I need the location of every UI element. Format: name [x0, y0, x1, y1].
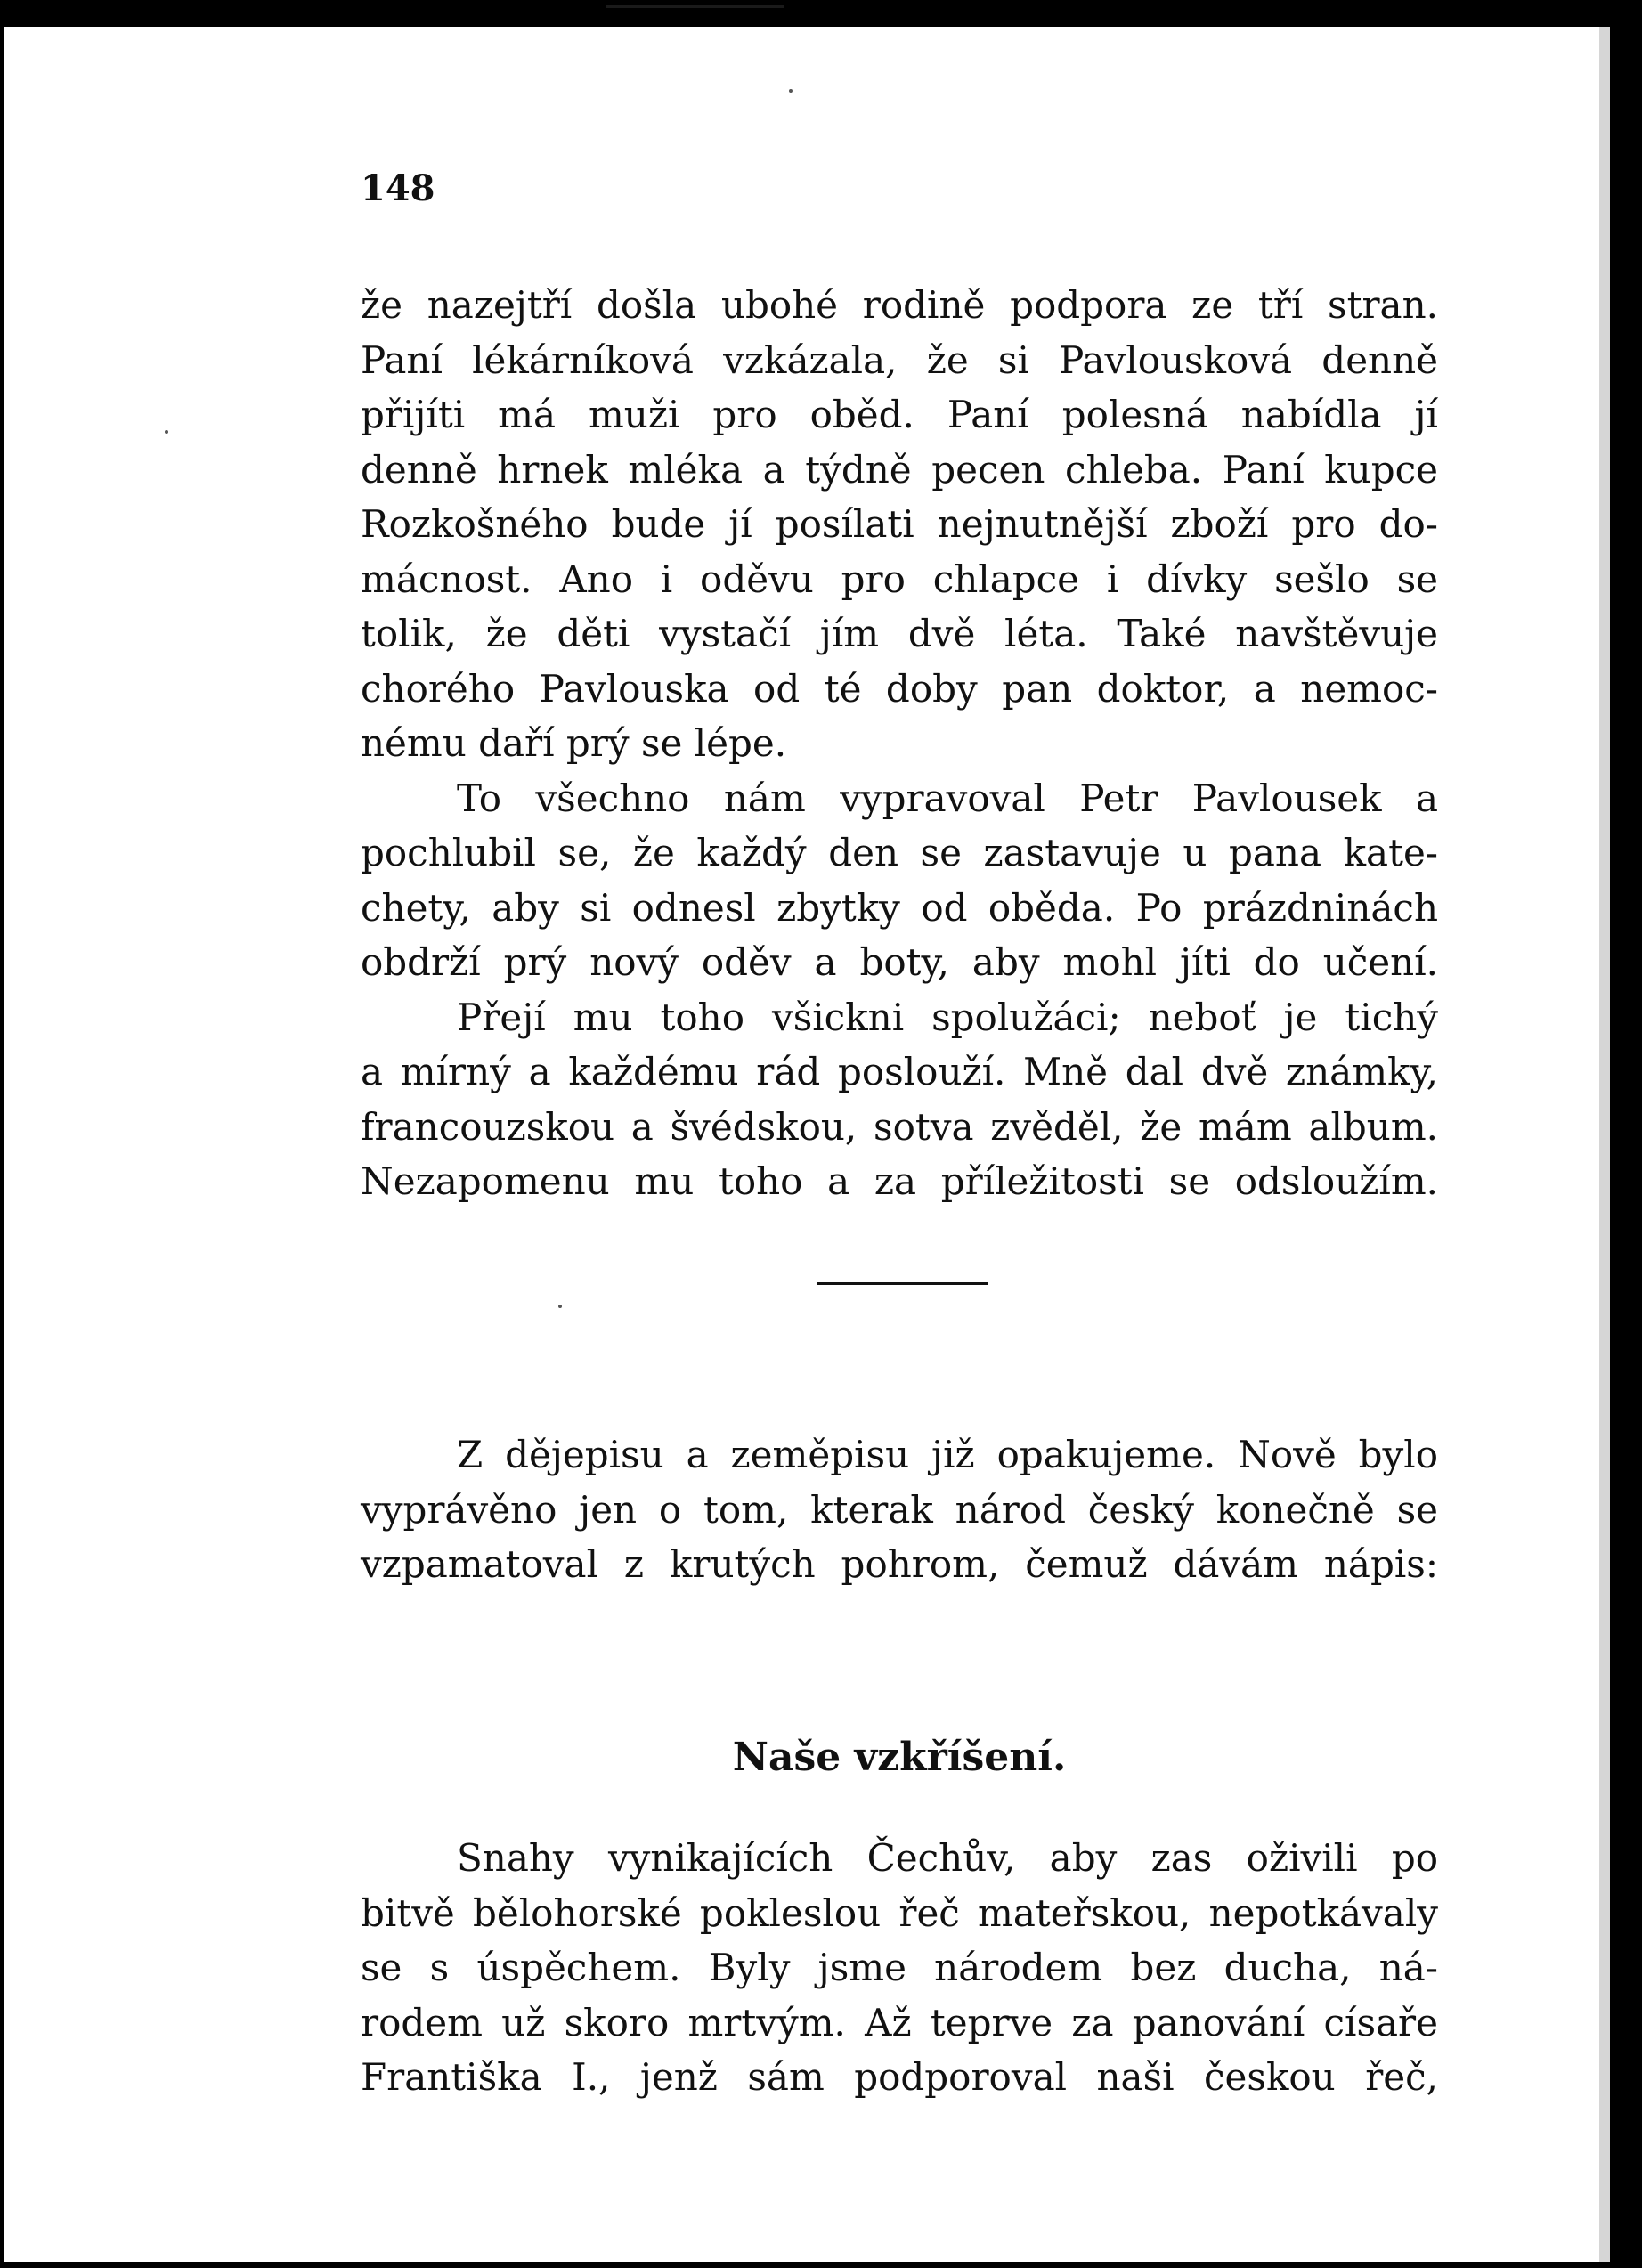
text-line: Františka I., jenž sám podporoval naši českou řeč,	[361, 2055, 1438, 2099]
paper-speck	[165, 430, 168, 434]
paper-speck	[558, 1305, 562, 1308]
text-line: rodem už skoro mrtvým. Až teprve za panování císaře	[361, 2000, 1438, 2044]
text-block-bottom	[361, 1831, 1438, 2105]
text-line: mácnost. Ano i oděvu pro chlapce i dívky sešlo se	[361, 557, 1438, 601]
text-line: To všechno nám vypravoval Petr Pavlousek a	[457, 776, 1438, 820]
text-line: denně hrnek mléka a týdně pecen chleba. Paní kupce	[361, 447, 1438, 492]
section-title: Naše vzkříšení.	[732, 1735, 1067, 1780]
text-line: obdrží prý nový oděv a boty, aby mohl jíti do učení.	[361, 940, 1438, 984]
text-line: Přejí mu toho všickni spolužáci; neboť je tichý	[457, 995, 1438, 1039]
text-line: bitvě bělohorské pokleslou řeč mateřskou, nepotkávaly	[361, 1890, 1438, 1935]
text-block-middle	[361, 1427, 1438, 1592]
text-line: přijíti má muži pro oběd. Paní polesná nabídla jí	[361, 393, 1438, 436]
text-line: vzpamatoval z krutých pohrom, čemuž dávám nápis:	[361, 1542, 1438, 1586]
text-line: Snahy vynikajících Čechův, aby zas oživili po	[457, 1836, 1438, 1880]
text-line: Nezapomenu mu toho a za příležitosti se odsloužím.	[361, 1159, 1438, 1203]
text-line: tolik, že děti vystačí jím dvě léta. Také navštěvuje	[361, 612, 1438, 655]
text-line: francouzskou a švédskou, sotva zvěděl, že mám album.	[361, 1104, 1438, 1149]
text-line: Z dějepisu a zeměpisu již opakujeme. Nově bylo	[457, 1433, 1438, 1476]
text-line: se s úspěchem. Byly jsme národem bez ducha, ná-	[361, 1946, 1438, 1989]
page-number: 148	[361, 167, 435, 209]
text-line: vyprávěno jen o tom, kterak národ český konečně se	[361, 1487, 1438, 1532]
text-line: pochlubil se, že každý den se zastavuje u pana kate-	[361, 831, 1438, 874]
page-edge-shadow	[1599, 27, 1610, 2262]
text-line: a mírný a každému rád poslouží. Mně dal dvě známky,	[361, 1050, 1438, 1093]
text-line: Paní lékárníková vzkázala, že si Pavlousková denně	[361, 337, 1438, 382]
section-separator-rule	[817, 1282, 988, 1285]
top-edge-mark	[606, 5, 784, 8]
text-line: nému daří prý se lépe.	[361, 721, 787, 765]
text-line: Rozkošného bude jí posílati nejnutnější zboží pro do-	[361, 502, 1438, 546]
text-line: že nazejtří došla ubohé rodině podpora ze tří stran.	[361, 283, 1438, 327]
text-block-top	[361, 278, 1438, 1209]
text-line: chety, aby si odnesl zbytky od oběda. Po prázdninách	[361, 885, 1438, 930]
text-line: chorého Pavlouska od té doby pan doktor, a nemoc-	[361, 666, 1438, 711]
paper-speck	[789, 89, 793, 93]
